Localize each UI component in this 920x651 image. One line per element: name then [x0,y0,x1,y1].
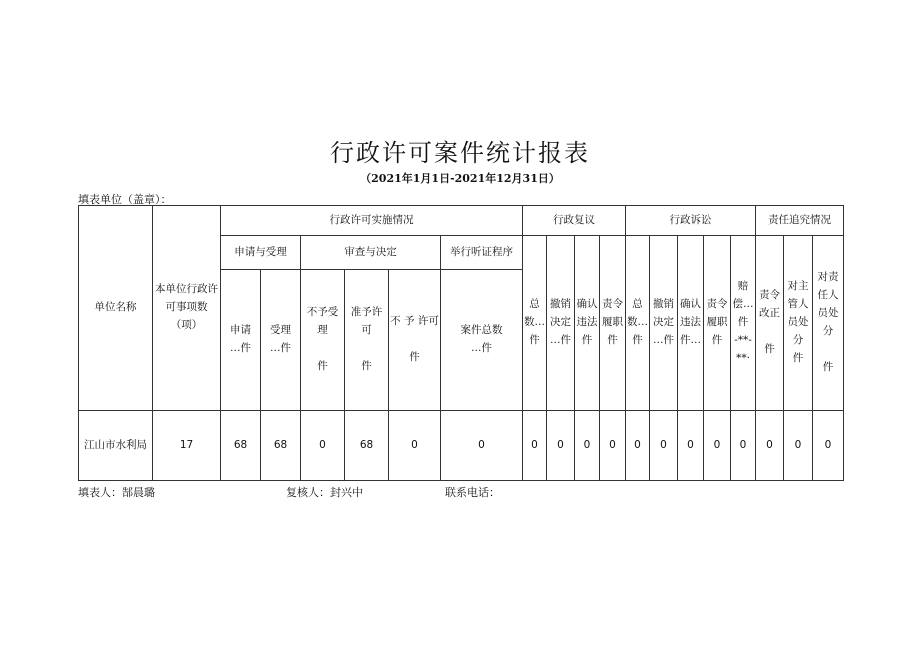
header-ac-responsible: 对责任人员处分 件 [813,236,844,411]
reviewer-label: 复核人：封兴中 [286,486,363,499]
header-not-accept: 不予受理 件 [301,270,345,411]
filler-label: 填表人：郜晨璐 [78,486,155,499]
header-lt-confirm: 确认违法 件… [678,236,704,411]
header-application: 申请与受理 [221,236,301,270]
header-accountability: 责任追究情况 [756,206,844,236]
cell-deny: 0 [389,411,441,481]
cell-ac-supervisor: 0 [784,411,813,481]
header-lt-order: 责令履职 件 [704,236,731,411]
cell-lt-compensation: 0 [731,411,756,481]
report-title: 行政许可案件统计报表 [330,139,590,167]
header-litigation: 行政诉讼 [626,206,756,236]
header-apply: 申请 …件 [221,270,261,411]
header-ac-rectify: 责令改正 件 [756,236,784,411]
cell-rc-order: 0 [600,411,626,481]
cell-lt-total: 0 [626,411,650,481]
cell-ac-responsible: 0 [813,411,844,481]
header-implementation: 行政许可实施情况 [221,206,523,236]
cell-unit-name: 江山市水利局 [79,411,153,481]
header-deny: 不 予 许可 件 [389,270,441,411]
report-period: （2021年1月1日-2021年12月31日） [360,172,560,185]
header-rc-order: 责令履职 件 [600,236,626,411]
cell-ac-rectify: 0 [756,411,784,481]
header-lt-revoke: 撤销决定 …件 [650,236,678,411]
header-item-count: 本单位行政许可事项数（项） [153,206,221,411]
cell-grant: 68 [345,411,389,481]
header-hearing: 举行听证程序 [441,236,523,270]
cell-rc-revoke: 0 [547,411,575,481]
cell-rc-confirm: 0 [575,411,600,481]
fill-unit-label: 填表单位（盖章）： [78,193,172,206]
header-hearing-total: 案件总数 …件 [441,270,523,411]
cell-hearing: 0 [441,411,523,481]
cell-accept: 68 [261,411,301,481]
cell-item-count: 17 [153,411,221,481]
cell-apply: 68 [221,411,261,481]
header-rc-total: 总数…件 [523,236,547,411]
cell-lt-confirm: 0 [678,411,704,481]
header-lt-compensation: 赔偿…件 -**-**· [731,236,756,411]
header-rc-revoke: 撤销决定 …件 [547,236,575,411]
header-rc-confirm: 确认违法 件 [575,236,600,411]
cell-lt-revoke: 0 [650,411,678,481]
header-review: 审查与决定 [301,236,441,270]
header-lt-total: 总数…件 [626,236,650,411]
header-accept: 受理 …件 [261,270,301,411]
phone-label: 联系电话： [445,486,500,499]
cell-lt-order: 0 [704,411,731,481]
header-grant: 准予许可 件 [345,270,389,411]
header-reconsideration: 行政复议 [523,206,626,236]
statistics-table [78,205,844,481]
cell-not-accept: 0 [301,411,345,481]
header-ac-supervisor: 对主管人员处分 件 [784,236,813,411]
cell-rc-total: 0 [523,411,547,481]
header-unit-name: 单位名称 [79,206,153,411]
